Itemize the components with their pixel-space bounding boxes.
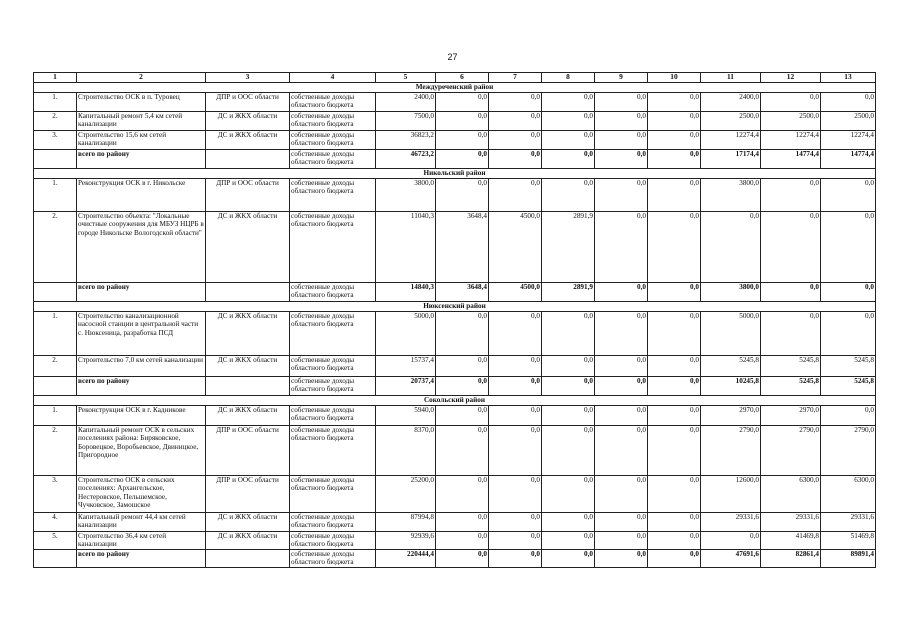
row-responsible: ДС и ЖКХ области bbox=[206, 212, 290, 283]
value-cell: 4500,0 bbox=[489, 212, 542, 283]
value-cell: 0,0 bbox=[542, 476, 595, 513]
value-cell: 0,0 bbox=[821, 93, 876, 112]
value-cell: 0,0 bbox=[489, 131, 542, 150]
value-cell: 2500,0 bbox=[701, 112, 761, 131]
column-header: 11 bbox=[701, 73, 761, 83]
value-cell: 0,0 bbox=[436, 312, 489, 356]
table-row bbox=[34, 179, 876, 212]
value-cell: 0,0 bbox=[436, 532, 489, 550]
empty-cell bbox=[206, 283, 290, 302]
row-responsible: ДС и ЖКХ области bbox=[206, 312, 290, 356]
row-responsible: ДС и ЖКХ области bbox=[206, 112, 290, 131]
value-cell: 0,0 bbox=[648, 212, 701, 283]
value-cell: 0,0 bbox=[761, 312, 821, 356]
value-cell: 0,0 bbox=[436, 112, 489, 131]
value-cell: 15737,4 bbox=[376, 356, 436, 377]
value-cell: 0,0 bbox=[542, 406, 595, 426]
column-header: 10 bbox=[648, 73, 701, 83]
value-cell: 0,0 bbox=[489, 476, 542, 513]
column-header: 7 bbox=[489, 73, 542, 83]
value-cell: 12274,4 bbox=[821, 131, 876, 150]
value-cell: 0,0 bbox=[489, 312, 542, 356]
total-value-cell: 220444,4 bbox=[376, 550, 436, 568]
row-funding-source: собственные доходы областного бюджета bbox=[290, 179, 376, 212]
value-cell: 0,0 bbox=[595, 356, 648, 377]
total-value-cell: 0,0 bbox=[542, 150, 595, 169]
table-row bbox=[34, 476, 876, 513]
value-cell: 0,0 bbox=[821, 406, 876, 426]
value-cell: 0,0 bbox=[595, 513, 648, 532]
column-header: 2 bbox=[77, 73, 206, 83]
page-number: 27 bbox=[447, 52, 458, 62]
value-cell: 2400,0 bbox=[701, 93, 761, 112]
total-value-cell: 5245,8 bbox=[761, 377, 821, 396]
value-cell: 51469,8 bbox=[821, 532, 876, 550]
row-funding-source: собственные доходы областного бюджета bbox=[290, 93, 376, 112]
total-value-cell: 46723,2 bbox=[376, 150, 436, 169]
value-cell: 0,0 bbox=[542, 131, 595, 150]
value-cell: 0,0 bbox=[821, 212, 876, 283]
total-value-cell: 0,0 bbox=[595, 377, 648, 396]
value-cell: 0,0 bbox=[648, 356, 701, 377]
value-cell: 0,0 bbox=[648, 476, 701, 513]
value-cell: 2500,0 bbox=[821, 112, 876, 131]
value-cell: 0,0 bbox=[648, 179, 701, 212]
total-value-cell: 3800,0 bbox=[701, 283, 761, 302]
table-header bbox=[34, 73, 876, 83]
total-funding-source: собственные доходы областного бюджета bbox=[290, 150, 376, 169]
row-number: 1. bbox=[34, 406, 77, 426]
table-row bbox=[34, 426, 876, 476]
total-value-cell: 89891,4 bbox=[821, 550, 876, 568]
row-funding-source: собственные доходы областного бюджета bbox=[290, 131, 376, 150]
section-title: Сокольский район bbox=[34, 396, 876, 406]
value-cell: 5000,0 bbox=[376, 312, 436, 356]
total-value-cell: 0,0 bbox=[436, 550, 489, 568]
value-cell: 0,0 bbox=[489, 356, 542, 377]
total-row bbox=[34, 377, 876, 396]
section-title: Междуреченский район bbox=[34, 83, 876, 93]
row-name: Строительство 15,6 км сетей канализации bbox=[77, 131, 206, 150]
value-cell: 0,0 bbox=[436, 131, 489, 150]
value-cell: 0,0 bbox=[489, 93, 542, 112]
value-cell: 0,0 bbox=[648, 513, 701, 532]
row-name: Строительство 7,0 км сетей канализации bbox=[77, 356, 206, 377]
row-name: Капитальный ремонт 5,4 км сетей канализации bbox=[77, 112, 206, 131]
empty-cell bbox=[206, 150, 290, 169]
section-header-row bbox=[34, 302, 876, 312]
table-row bbox=[34, 131, 876, 150]
value-cell: 5245,8 bbox=[701, 356, 761, 377]
table-row bbox=[34, 406, 876, 426]
section-header-row bbox=[34, 169, 876, 179]
value-cell: 6300,0 bbox=[821, 476, 876, 513]
value-cell: 0,0 bbox=[648, 131, 701, 150]
row-funding-source: собственные доходы областного бюджета bbox=[290, 112, 376, 131]
row-name: Строительство канализационной насосной станции в центральной части с. Нюксеница, разработка ПСД bbox=[77, 312, 206, 356]
value-cell: 2790,0 bbox=[821, 426, 876, 476]
value-cell: 0,0 bbox=[542, 426, 595, 476]
value-cell: 5245,8 bbox=[761, 356, 821, 377]
value-cell: 0,0 bbox=[761, 93, 821, 112]
table-row bbox=[34, 532, 876, 550]
table-row bbox=[34, 356, 876, 377]
value-cell: 0,0 bbox=[489, 532, 542, 550]
value-cell: 0,0 bbox=[489, 112, 542, 131]
value-cell: 0,0 bbox=[595, 179, 648, 212]
section-header-row bbox=[34, 83, 876, 93]
total-value-cell: 17174,4 bbox=[701, 150, 761, 169]
total-value-cell: 0,0 bbox=[648, 283, 701, 302]
value-cell: 0,0 bbox=[595, 406, 648, 426]
total-row bbox=[34, 550, 876, 568]
total-value-cell: 0,0 bbox=[542, 550, 595, 568]
empty-cell bbox=[34, 377, 77, 396]
total-value-cell: 0,0 bbox=[648, 150, 701, 169]
value-cell: 0,0 bbox=[761, 212, 821, 283]
value-cell: 0,0 bbox=[489, 426, 542, 476]
total-row bbox=[34, 150, 876, 169]
total-funding-source: собственные доходы областного бюджета bbox=[290, 550, 376, 568]
table-body bbox=[34, 83, 876, 568]
section-title: Никольский район bbox=[34, 169, 876, 179]
empty-cell bbox=[206, 377, 290, 396]
value-cell: 0,0 bbox=[701, 212, 761, 283]
table-row bbox=[34, 312, 876, 356]
total-value-cell: 0,0 bbox=[542, 377, 595, 396]
total-value-cell: 4500,0 bbox=[489, 283, 542, 302]
empty-cell bbox=[206, 550, 290, 568]
value-cell: 0,0 bbox=[648, 312, 701, 356]
row-number: 3. bbox=[34, 476, 77, 513]
total-value-cell: 14774,4 bbox=[821, 150, 876, 169]
value-cell: 0,0 bbox=[648, 112, 701, 131]
row-number: 4. bbox=[34, 513, 77, 532]
value-cell: 7500,0 bbox=[376, 112, 436, 131]
total-label: всего по району bbox=[77, 377, 206, 396]
column-header: 8 bbox=[542, 73, 595, 83]
column-header: 3 bbox=[206, 73, 290, 83]
value-cell: 25200,0 bbox=[376, 476, 436, 513]
value-cell: 2400,0 bbox=[376, 93, 436, 112]
total-value-cell: 3648,4 bbox=[436, 283, 489, 302]
row-name: Строительство ОСК в сельских поселениях: Архангельское, Нестеровское, Пельшемское, Чучковское, Замошское bbox=[77, 476, 206, 513]
value-cell: 29331,6 bbox=[761, 513, 821, 532]
total-value-cell: 14840,3 bbox=[376, 283, 436, 302]
value-cell: 0,0 bbox=[595, 312, 648, 356]
value-cell: 2970,0 bbox=[701, 406, 761, 426]
value-cell: 2790,0 bbox=[761, 426, 821, 476]
row-name: Капитальный ремонт 44,4 км сетей канализации bbox=[77, 513, 206, 532]
value-cell: 2500,0 bbox=[761, 112, 821, 131]
total-value-cell: 10245,8 bbox=[701, 377, 761, 396]
row-responsible: ДС и ЖКХ области bbox=[206, 356, 290, 377]
row-number: 3. bbox=[34, 131, 77, 150]
value-cell: 12274,4 bbox=[761, 131, 821, 150]
value-cell: 0,0 bbox=[436, 426, 489, 476]
row-responsible: ДПР и ООС области bbox=[206, 426, 290, 476]
total-value-cell: 2891,9 bbox=[542, 283, 595, 302]
row-number: 2. bbox=[34, 112, 77, 131]
empty-cell bbox=[34, 283, 77, 302]
total-funding-source: собственные доходы областного бюджета bbox=[290, 283, 376, 302]
value-cell: 0,0 bbox=[489, 179, 542, 212]
total-label: всего по району bbox=[77, 550, 206, 568]
row-funding-source: собственные доходы областного бюджета bbox=[290, 406, 376, 426]
value-cell: 2970,0 bbox=[761, 406, 821, 426]
value-cell: 12274,4 bbox=[701, 131, 761, 150]
value-cell: 0,0 bbox=[595, 93, 648, 112]
row-responsible: ДПР и ООС области bbox=[206, 93, 290, 112]
total-value-cell: 0,0 bbox=[761, 283, 821, 302]
row-number: 5. bbox=[34, 532, 77, 550]
value-cell: 5940,0 bbox=[376, 406, 436, 426]
value-cell: 3800,0 bbox=[376, 179, 436, 212]
total-value-cell: 0,0 bbox=[489, 377, 542, 396]
value-cell: 0,0 bbox=[595, 131, 648, 150]
value-cell: 0,0 bbox=[542, 513, 595, 532]
total-value-cell: 20737,4 bbox=[376, 377, 436, 396]
total-value-cell: 0,0 bbox=[489, 150, 542, 169]
row-funding-source: собственные доходы областного бюджета bbox=[290, 513, 376, 532]
value-cell: 0,0 bbox=[436, 93, 489, 112]
column-header: 5 bbox=[376, 73, 436, 83]
row-number: 2. bbox=[34, 212, 77, 283]
value-cell: 0,0 bbox=[542, 356, 595, 377]
column-header: 12 bbox=[761, 73, 821, 83]
value-cell: 0,0 bbox=[595, 532, 648, 550]
row-responsible: ДС и ЖКХ области bbox=[206, 532, 290, 550]
value-cell: 0,0 bbox=[542, 179, 595, 212]
value-cell: 5245,8 bbox=[821, 356, 876, 377]
total-value-cell: 47691,6 bbox=[701, 550, 761, 568]
value-cell: 29331,6 bbox=[821, 513, 876, 532]
column-header: 13 bbox=[821, 73, 876, 83]
value-cell: 92939,6 bbox=[376, 532, 436, 550]
row-funding-source: собственные доходы областного бюджета bbox=[290, 312, 376, 356]
value-cell: 0,0 bbox=[489, 513, 542, 532]
row-number: 2. bbox=[34, 426, 77, 476]
row-name: Реконструкция ОСК в г. Кадникове bbox=[77, 406, 206, 426]
total-value-cell: 14774,4 bbox=[761, 150, 821, 169]
column-header: 6 bbox=[436, 73, 489, 83]
value-cell: 0,0 bbox=[542, 532, 595, 550]
value-cell: 11040,3 bbox=[376, 212, 436, 283]
value-cell: 0,0 bbox=[489, 406, 542, 426]
section-header-row bbox=[34, 396, 876, 406]
row-name: Строительство объекта: "Локальные очистные сооружения для МБУЗ НЦРБ в городе Никольске Вологодской области" bbox=[77, 212, 206, 283]
table-row bbox=[34, 513, 876, 532]
row-funding-source: собственные доходы областного бюджета bbox=[290, 476, 376, 513]
column-header: 1 bbox=[34, 73, 77, 83]
total-value-cell: 0,0 bbox=[821, 283, 876, 302]
row-name: Строительство 36,4 км сетей канализации bbox=[77, 532, 206, 550]
row-responsible: ДС и ЖКХ области bbox=[206, 131, 290, 150]
total-value-cell: 0,0 bbox=[436, 150, 489, 169]
row-number: 2. bbox=[34, 356, 77, 377]
total-row bbox=[34, 283, 876, 302]
value-cell: 36823,2 bbox=[376, 131, 436, 150]
row-responsible: ДС и ЖКХ области bbox=[206, 406, 290, 426]
table-row bbox=[34, 212, 876, 283]
total-value-cell: 0,0 bbox=[489, 550, 542, 568]
value-cell: 0,0 bbox=[436, 513, 489, 532]
value-cell: 3648,4 bbox=[436, 212, 489, 283]
value-cell: 0,0 bbox=[595, 476, 648, 513]
value-cell: 0,0 bbox=[761, 179, 821, 212]
row-funding-source: собственные доходы областного бюджета bbox=[290, 426, 376, 476]
total-label: всего по району bbox=[77, 150, 206, 169]
value-cell: 0,0 bbox=[436, 179, 489, 212]
row-name: Реконструкция ОСК в г. Никольске bbox=[77, 179, 206, 212]
value-cell: 12600,0 bbox=[701, 476, 761, 513]
total-value-cell: 0,0 bbox=[648, 550, 701, 568]
value-cell: 0,0 bbox=[436, 406, 489, 426]
value-cell: 0,0 bbox=[821, 179, 876, 212]
row-funding-source: собственные доходы областного бюджета bbox=[290, 532, 376, 550]
row-funding-source: собственные доходы областного бюджета bbox=[290, 212, 376, 283]
table-row bbox=[34, 93, 876, 112]
row-name: Строительство ОСК в п. Туровец bbox=[77, 93, 206, 112]
row-number: 1. bbox=[34, 312, 77, 356]
total-label: всего по району bbox=[77, 283, 206, 302]
value-cell: 0,0 bbox=[542, 312, 595, 356]
total-value-cell: 0,0 bbox=[595, 283, 648, 302]
value-cell: 0,0 bbox=[648, 93, 701, 112]
value-cell: 5000,0 bbox=[701, 312, 761, 356]
value-cell: 0,0 bbox=[821, 312, 876, 356]
value-cell: 0,0 bbox=[595, 112, 648, 131]
row-responsible: ДПР и ООС области bbox=[206, 179, 290, 212]
total-value-cell: 0,0 bbox=[648, 377, 701, 396]
value-cell: 29331,6 bbox=[701, 513, 761, 532]
empty-cell bbox=[34, 550, 77, 568]
value-cell: 0,0 bbox=[701, 532, 761, 550]
value-cell: 2790,0 bbox=[701, 426, 761, 476]
value-cell: 0,0 bbox=[436, 476, 489, 513]
row-name: Капитальный ремонт ОСК в сельских поселениях района: Биряковское, Боровецкое, Воробьевское, Двиницкое, Пригородное bbox=[77, 426, 206, 476]
section-title: Нюксенский район bbox=[34, 302, 876, 312]
value-cell: 0,0 bbox=[542, 112, 595, 131]
value-cell: 0,0 bbox=[436, 356, 489, 377]
column-header: 9 bbox=[595, 73, 648, 83]
table-row bbox=[34, 112, 876, 131]
total-value-cell: 0,0 bbox=[595, 150, 648, 169]
value-cell: 2891,9 bbox=[542, 212, 595, 283]
row-responsible: ДС и ЖКХ области bbox=[206, 513, 290, 532]
total-value-cell: 82861,4 bbox=[761, 550, 821, 568]
value-cell: 0,0 bbox=[648, 426, 701, 476]
total-value-cell: 0,0 bbox=[595, 550, 648, 568]
value-cell: 0,0 bbox=[542, 93, 595, 112]
column-header: 4 bbox=[290, 73, 376, 83]
value-cell: 0,0 bbox=[648, 406, 701, 426]
row-responsible: ДПР и ООС области bbox=[206, 476, 290, 513]
row-number: 1. bbox=[34, 179, 77, 212]
row-funding-source: собственные доходы областного бюджета bbox=[290, 356, 376, 377]
row-number: 1. bbox=[34, 93, 77, 112]
budget-table bbox=[33, 72, 876, 568]
total-value-cell: 0,0 bbox=[436, 377, 489, 396]
empty-cell bbox=[34, 150, 77, 169]
value-cell: 0,0 bbox=[595, 426, 648, 476]
value-cell: 41469,8 bbox=[761, 532, 821, 550]
value-cell: 0,0 bbox=[648, 532, 701, 550]
value-cell: 87994,8 bbox=[376, 513, 436, 532]
total-funding-source: собственные доходы областного бюджета bbox=[290, 377, 376, 396]
value-cell: 8370,0 bbox=[376, 426, 436, 476]
value-cell: 0,0 bbox=[595, 212, 648, 283]
value-cell: 6300,0 bbox=[761, 476, 821, 513]
value-cell: 3800,0 bbox=[701, 179, 761, 212]
total-value-cell: 5245,8 bbox=[821, 377, 876, 396]
